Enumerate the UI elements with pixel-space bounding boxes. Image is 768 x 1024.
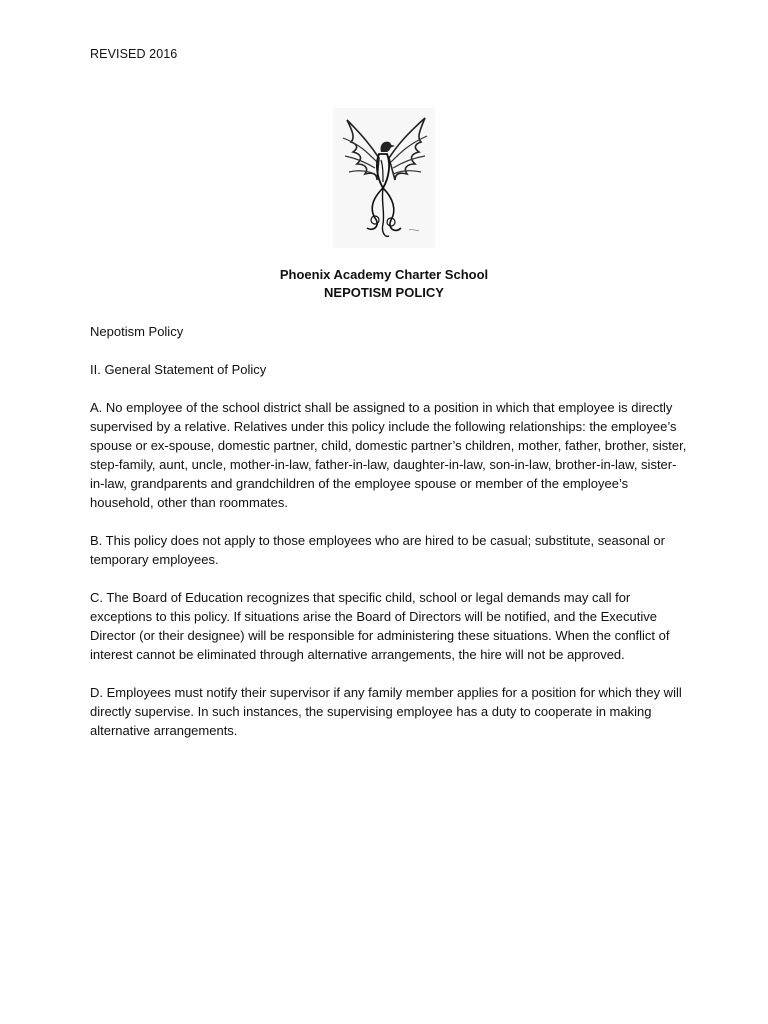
policy-title: NEPOTISM POLICY: [324, 285, 444, 300]
phoenix-logo-icon: [333, 108, 435, 248]
section-heading: II. General Statement of Policy: [90, 362, 267, 377]
paragraph-c: C. The Board of Education recognizes that specific child, school or legal demands may call for exceptions to this policy. If situations arise the Board of Directors will be notified, and the Executive Director (or their designee) will be responsible for administering these situations. When the conflict of interest cannot be eliminated through alternative arrangements, the hire will not be approved.: [90, 590, 670, 662]
document-title: [0, 266, 768, 302]
document-body: [90, 322, 690, 759]
paragraph-b: B. This policy does not apply to those employees who are hired to be casual; substitute, seasonal or temporary employees.: [90, 533, 665, 567]
revision-note: REVISED 2016: [90, 47, 178, 61]
policy-heading: Nepotism Policy: [90, 324, 184, 339]
school-name: Phoenix Academy Charter School: [279, 267, 489, 282]
paragraph-d: D. Employees must notify their supervisor if any family member applies for a position for which they will directly supervise. In such instances, the supervising employee has a duty to cooperate in making alternative arrangements.: [90, 685, 682, 738]
paragraph-a: A. No employee of the school district shall be assigned to a position in which that employee is directly supervised by a relative. Relatives under this policy include the following relationships: the employee’s spouse or ex-spouse, domestic partner, child, domestic partner’s children, mother, father, brother, sister, step-family, aunt, uncle, mother-in-law, father-in-law, daughter-in-law, son-in-law, brother-in-law, sister-in-law, grandparents and grandchildren of the employee spouse or member of the employee’s household, other than roommates.: [90, 400, 687, 510]
